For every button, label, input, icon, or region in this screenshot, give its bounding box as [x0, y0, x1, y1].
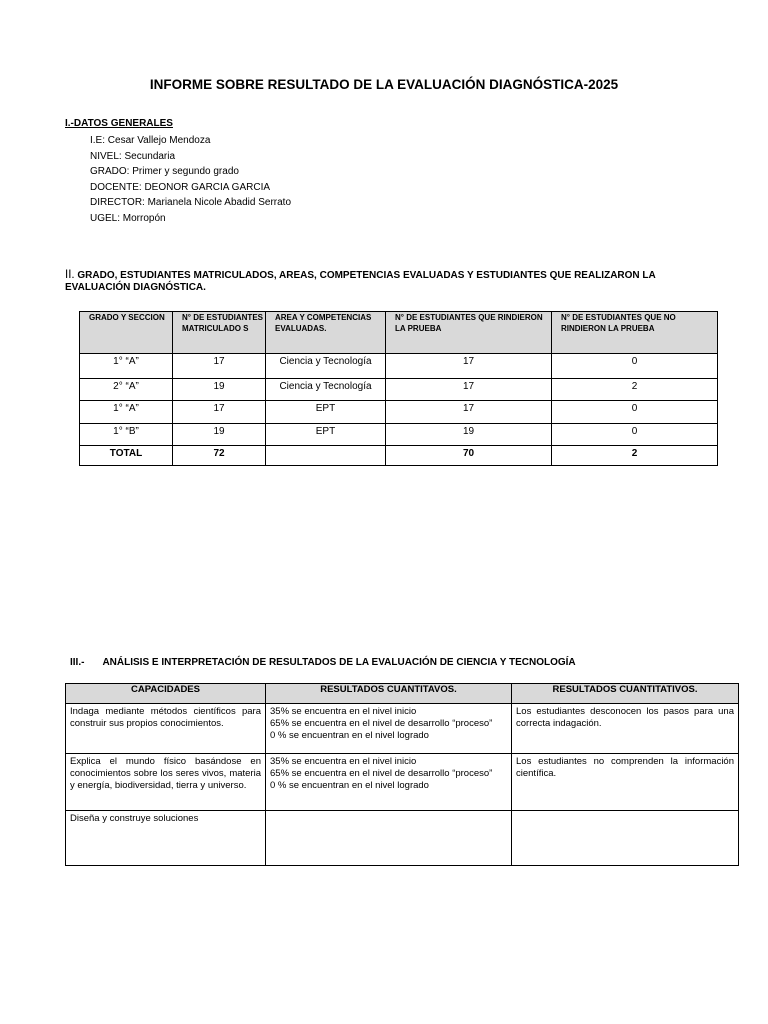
cell-no-rindieron: 2 — [552, 379, 718, 401]
cell-grado: 2° “A” — [80, 379, 173, 401]
analysis-table — [65, 683, 739, 866]
section-2-heading-text: GRADO, ESTUDIANTES MATRICULADOS, AREAS, COMPETENCIAS EVALUADAS Y ESTUDIANTES QUE REALIZARON LA EVALUACIÓN DIAGNÓSTICA. — [65, 270, 656, 293]
general-item-grado: GRADO: Primer y segundo grado — [90, 166, 239, 177]
header-grado-seccion: GRADO Y SECCION — [80, 312, 173, 354]
general-item-docente: DOCENTE: DEONOR GARCIA GARCIA — [90, 181, 271, 193]
table-row — [80, 354, 718, 379]
resultado-line: 65% se encuentra en el nivel de desarrollo “proceso” — [270, 718, 493, 729]
cell-capacidad: Indaga mediante métodos científicos para construir sus propios conocimientos. — [66, 704, 266, 754]
resultado-line: 0 % se encuentran en el nivel logrado — [270, 780, 429, 791]
table-total-row — [80, 446, 718, 466]
cell-area: EPT — [266, 424, 386, 446]
header-area-competencias: AREA Y COMPETENCIAS EVALUADAS. — [266, 312, 386, 354]
header-resultados-cuantitativos: RESULTADOS CUANTITAVOS. — [266, 684, 512, 704]
cell-grado: 1° “B” — [80, 424, 173, 446]
students-table — [79, 311, 718, 466]
table-row — [66, 754, 739, 811]
cell-grado: 1° “A” — [80, 401, 173, 424]
cell-no-rindieron: 0 — [552, 424, 718, 446]
total-no-rindieron: 2 — [552, 446, 718, 466]
cell-matriculados: 19 — [173, 379, 266, 401]
section-3-heading-text: ANÁLISIS E INTERPRETACIÓN DE RESULTADOS DE LA EVALUACIÓN DE CIENCIA Y TECNOLOGÍA — [102, 657, 576, 668]
table-row — [80, 379, 718, 401]
students-table-header-row — [80, 312, 718, 354]
cell-rindieron: 17 — [386, 379, 552, 401]
cell-no-rindieron: 0 — [552, 401, 718, 424]
table-row — [80, 401, 718, 424]
cell-capacidad: Diseña y construye soluciones — [66, 811, 266, 866]
cell-resultados — [266, 754, 512, 811]
cell-matriculados: 17 — [173, 354, 266, 379]
cell-interpretacion: Los estudiantes no comprenden la información científica. — [512, 754, 739, 811]
document-title: INFORME SOBRE RESULTADO DE LA EVALUACIÓN DIAGNÓSTICA-2025 — [149, 77, 619, 92]
resultado-line: 0 % se encuentran en el nivel logrado — [270, 730, 429, 741]
cell-matriculados: 19 — [173, 424, 266, 446]
general-item-director: DIRECTOR: Marianela Nicole Abadid Serrato — [90, 197, 292, 208]
total-area — [266, 446, 386, 466]
section-3-number: III.- — [70, 657, 85, 668]
cell-interpretacion: Los estudiantes desconocen los pasos para una correcta indagación. — [512, 704, 739, 754]
resultado-line: 35% se encuentra en el nivel inicio — [270, 756, 417, 767]
cell-matriculados: 17 — [173, 401, 266, 424]
general-item-nivel: NIVEL: Secundaria — [90, 150, 176, 162]
total-label: TOTAL — [80, 446, 173, 466]
cell-rindieron: 17 — [386, 401, 552, 424]
header-resultados-cualitativos: RESULTADOS CUANTITATIVOS. — [512, 684, 739, 704]
general-item-ie: I.E: Cesar Vallejo Mendoza — [90, 135, 211, 146]
table-row — [66, 704, 739, 754]
cell-resultados — [266, 811, 512, 866]
section-3-heading — [70, 657, 576, 668]
header-no-rindieron: N° DE ESTUDIANTES QUE NO RINDIERON LA PRUEBA — [552, 312, 718, 354]
total-matriculados: 72 — [173, 446, 266, 466]
header-matriculados: N° DE ESTUDIANTES MATRICULADO S — [173, 312, 266, 354]
cell-rindieron: 17 — [386, 354, 552, 379]
cell-interpretacion — [512, 811, 739, 866]
general-item-ugel: UGEL: Morropón — [90, 212, 166, 224]
cell-rindieron: 19 — [386, 424, 552, 446]
resultado-line: 35% se encuentra en el nivel inicio — [270, 706, 417, 717]
cell-area: Ciencia y Tecnología — [266, 354, 386, 379]
header-capacidades: CAPACIDADES — [66, 684, 266, 704]
cell-capacidad: Explica el mundo físico basándose en conocimientos sobre los seres vivos, materia y energía, biodiversidad, tierra y universo. — [66, 754, 266, 811]
cell-area: Ciencia y Tecnología — [266, 379, 386, 401]
header-rindieron: N° DE ESTUDIANTES QUE RINDIERON LA PRUEBA — [386, 312, 552, 354]
general-data-list — [90, 133, 291, 226]
section-2-number: II. — [65, 269, 75, 281]
table-row — [80, 424, 718, 446]
total-rindieron: 70 — [386, 446, 552, 466]
cell-grado: 1° “A” — [80, 354, 173, 379]
section-1-heading: I.-DATOS GENERALES — [65, 118, 173, 129]
section-2-heading — [65, 270, 705, 293]
analysis-table-header-row — [66, 684, 739, 704]
cell-no-rindieron: 0 — [552, 354, 718, 379]
cell-resultados — [266, 704, 512, 754]
resultado-line: 65% se encuentra en el nivel de desarrollo “proceso” — [270, 768, 493, 779]
cell-area: EPT — [266, 401, 386, 424]
table-row — [66, 811, 739, 866]
